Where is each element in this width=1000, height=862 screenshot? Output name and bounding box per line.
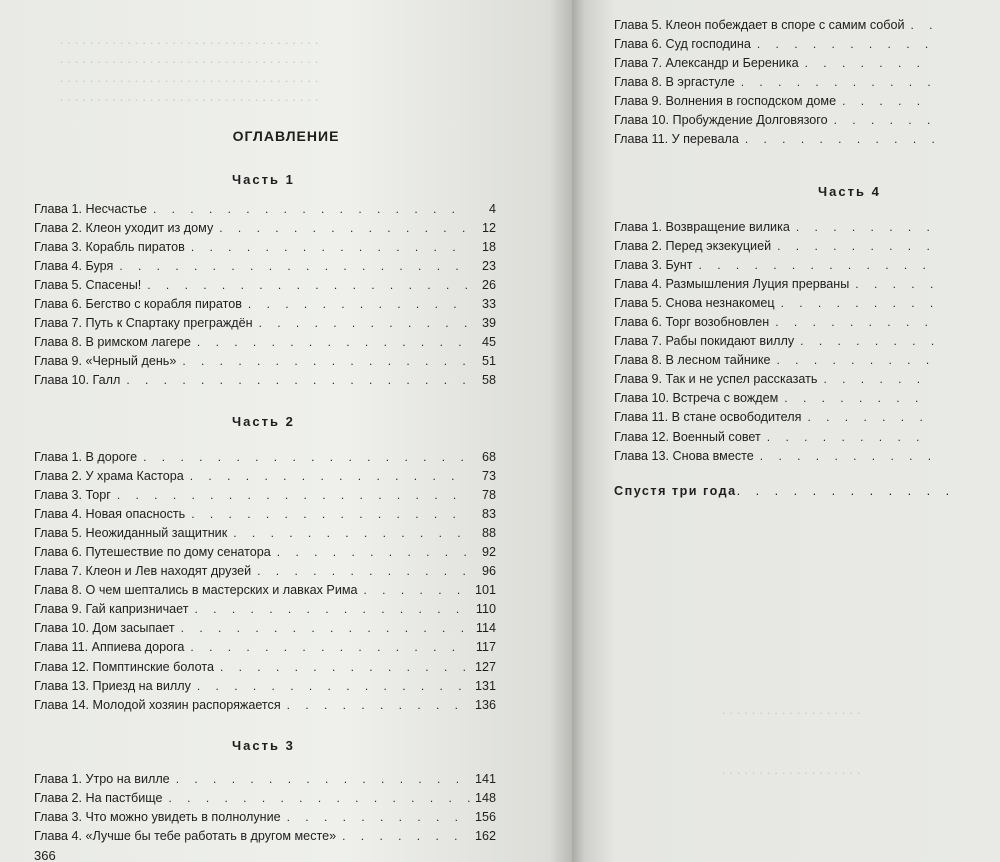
chapter-title: Глава 5. Клеон побеждает в споре с самим собой xyxy=(614,18,905,32)
page-ref: 45 xyxy=(481,335,496,350)
page-ref: 141 xyxy=(474,772,496,786)
dot-leader xyxy=(153,200,470,219)
dot-leader xyxy=(287,696,470,715)
dot-leader xyxy=(126,371,470,390)
page-ref: 114 xyxy=(475,621,496,636)
toc-entry xyxy=(614,218,960,237)
dot-leader xyxy=(119,257,470,276)
toc-entry xyxy=(614,447,960,466)
chapter-title: Глава 3. Бунт xyxy=(614,258,693,273)
page-number: 366 xyxy=(34,848,56,862)
toc-entry xyxy=(34,638,496,657)
chapter-title: Глава 3. Что можно увидеть в полнолуние xyxy=(34,810,281,825)
dot-leader xyxy=(176,770,470,789)
dot-leader xyxy=(197,333,470,352)
toc-entry xyxy=(614,130,960,149)
dot-leader xyxy=(195,600,470,619)
chapter-title: Глава 5. Неожиданный защитник xyxy=(34,526,228,541)
dot-leader xyxy=(807,408,934,427)
chapter-title: Глава 6. Бегство с корабля пиратов xyxy=(34,297,242,312)
page-ref: 148 xyxy=(474,791,496,806)
toc-entry xyxy=(34,677,496,696)
chapter-title: Глава 2. Перед экзекуцией xyxy=(614,239,772,254)
toc-entry xyxy=(614,54,960,73)
chapter-title: Глава 7. Рабы покидают виллу xyxy=(614,334,795,349)
right-page: Глава 5. Клеон побеждает в споре с самим собой . . . Глава 6. Суд господина . . . Глава 7. Александр и Береника . . . Глава 8. В эргастуле . . . Глава 9. Волнения в господском доме . . . Глава 10. Пробуждение Долговязого . . . Глава 11. У перевала . . . Часть 4 Глава 1. Возвращение вилика . . . Глава 2. Перед экзекуцией . . . Глава 3. Бунт . . . Глава 4. Размышления Луция прерваны . . . Глава 5. Снова незнакомец . . . Глава 6. Торг возобновлен . . . Глава 7. Рабы покидают виллу . . . Глава 8. В лесном тайнике . . . Глава 9. Так и не успел рассказать . . . Глава 10. Встреча с вождем . . . Глава 11. В стане освободителя . . . Глава 12. Военный совет . . . Глава 13. Снова вместе . . . Спустя три года . . . . . . . . . . . . . . . . . . . . . . . . . . . . . . . . . . . . . . . . . xyxy=(572,0,1000,862)
chapter-title: Глава 10. Дом засыпает xyxy=(34,621,175,636)
dot-leader xyxy=(257,562,470,581)
chapter-title: Глава 11. В стане освободителя xyxy=(614,410,802,425)
chapter-title: Глава 4. Размышления Луция прерваны xyxy=(614,277,850,292)
epilogue-entry xyxy=(614,484,960,498)
dot-leader xyxy=(219,219,470,238)
epilogue-label: Спустя три года xyxy=(614,484,737,498)
chapter-list xyxy=(614,16,960,149)
dot-leader xyxy=(800,332,934,351)
chapter-title: Глава 11. Аппиева дорога xyxy=(34,640,185,655)
toc-entry xyxy=(34,827,496,846)
part-title: Часть 2 xyxy=(232,414,295,429)
toc-entry xyxy=(34,219,496,238)
chapter-title: Глава 1. Несчастье xyxy=(34,202,147,216)
page-ref: 73 xyxy=(481,469,496,484)
toc-entry xyxy=(34,333,496,352)
chapter-title: Глава 8. В римском лагере xyxy=(34,335,191,350)
page-ref: 83 xyxy=(481,507,496,522)
dot-leader xyxy=(197,677,470,696)
chapter-title: Глава 1. В дороге xyxy=(34,450,138,464)
chapter-title: Глава 6. Торг возобновлен xyxy=(614,315,770,330)
chapter-title: Глава 12. Помптинские болота xyxy=(34,659,214,674)
toc-entry xyxy=(614,294,960,313)
page-ref: 88 xyxy=(481,526,496,541)
dot-leader xyxy=(182,352,470,371)
dot-leader xyxy=(699,256,934,275)
dot-leader xyxy=(143,448,470,467)
dot-leader xyxy=(248,295,470,314)
dot-leader xyxy=(342,827,470,846)
toc-entry xyxy=(34,658,496,677)
toc-entry xyxy=(34,314,496,333)
toc-entry xyxy=(614,370,960,389)
chapter-title: Глава 2. Клеон уходит из дому xyxy=(34,221,214,236)
dot-leader xyxy=(191,505,470,524)
toc-entry xyxy=(614,237,960,256)
chapter-title: Глава 14. Молодой хозяин распоряжается xyxy=(34,697,281,712)
toc-entry xyxy=(34,543,496,562)
page-ref: 110 xyxy=(475,602,496,617)
dot-leader xyxy=(745,130,934,149)
chapter-title: Глава 4. Новая опасность xyxy=(34,507,186,522)
toc-entry xyxy=(614,35,960,54)
dot-leader xyxy=(190,638,470,657)
page-ref: 162 xyxy=(474,829,496,844)
chapter-title: Глава 11. У перевала xyxy=(614,132,739,147)
page-ref: 58 xyxy=(481,373,496,388)
chapter-title: Глава 2. На пастбище xyxy=(34,791,163,806)
page-ref: 78 xyxy=(481,488,496,503)
toc-entry xyxy=(34,486,496,505)
toc-entry xyxy=(614,428,960,447)
toc-entry xyxy=(34,581,496,600)
toc-entry xyxy=(34,770,496,789)
dot-leader xyxy=(147,276,470,295)
page-ref: 39 xyxy=(481,316,496,331)
dot-leader xyxy=(259,314,470,333)
toc-entry xyxy=(34,200,496,219)
toc-entry xyxy=(34,257,496,276)
part-title: Часть 1 xyxy=(232,172,295,187)
chapter-list xyxy=(34,448,496,715)
page-ref: 12 xyxy=(481,221,496,236)
dot-leader xyxy=(775,313,934,332)
chapter-list xyxy=(614,218,960,466)
dot-leader xyxy=(834,111,934,130)
toc-entry xyxy=(34,238,496,257)
chapter-title: Глава 3. Корабль пиратов xyxy=(34,240,185,255)
dot-leader xyxy=(220,658,470,677)
chapter-title: Глава 6. Путешествие по дому сенатора xyxy=(34,545,271,560)
page-ref: 101 xyxy=(474,583,496,598)
dot-leader xyxy=(760,447,934,466)
page-ref: 92 xyxy=(481,545,496,560)
chapter-title: Глава 3. Торг xyxy=(34,488,111,503)
chapter-title: Глава 1. Утро на вилле xyxy=(34,772,170,786)
toc-entry xyxy=(614,256,960,275)
chapter-title: Глава 9. Волнения в господском доме xyxy=(614,94,837,109)
toc-entry xyxy=(34,562,496,581)
toc-entry xyxy=(614,73,960,92)
dot-leader xyxy=(741,73,934,92)
toc-entry xyxy=(34,789,496,808)
chapter-title: Глава 2. У храма Кастора xyxy=(34,469,184,484)
dot-leader xyxy=(117,486,470,505)
toc-entry xyxy=(34,467,496,486)
dot-leader xyxy=(911,16,934,35)
dot-leader xyxy=(781,294,934,313)
dot-leader xyxy=(777,237,934,256)
toc-entry xyxy=(614,111,960,130)
chapter-title: Глава 8. В лесном тайнике xyxy=(614,353,771,368)
part-title: Часть 4 xyxy=(818,184,881,199)
dot-leader xyxy=(796,218,934,237)
page-ref: 51 xyxy=(481,354,496,369)
toc-entry xyxy=(34,371,496,390)
chapter-title: Глава 7. Александр и Береника xyxy=(614,56,799,71)
toc-title: ОГЛАВЛЕНИЕ xyxy=(232,128,340,144)
chapter-title: Глава 5. Спасены! xyxy=(34,278,142,293)
chapter-title: Глава 8. О чем шептались в мастерских и лавках Рима xyxy=(34,583,358,598)
chapter-title: Глава 4. «Лучше бы тебе работать в другом месте» xyxy=(34,829,337,844)
dot-leader xyxy=(842,92,934,111)
page-ref: 26 xyxy=(481,278,496,293)
chapter-title: Глава 9. «Черный день» xyxy=(34,354,177,369)
chapter-title: Глава 8. В эргастуле xyxy=(614,75,735,90)
chapter-list xyxy=(34,200,496,390)
page-ref: 131 xyxy=(474,678,496,693)
dot-leader xyxy=(191,238,470,257)
toc-entry xyxy=(614,275,960,294)
toc-entry xyxy=(34,696,496,715)
page-ref: 4 xyxy=(488,202,496,216)
chapter-title: Глава 13. Снова вместе xyxy=(614,448,754,463)
page-ref: 68 xyxy=(481,450,496,464)
chapter-title: Глава 4. Буря xyxy=(34,259,114,274)
chapter-title: Глава 1. Возвращение вилика xyxy=(614,220,790,234)
dot-leader xyxy=(190,467,470,486)
chapter-title: Глава 12. Военный совет xyxy=(614,429,761,444)
toc-entry xyxy=(34,505,496,524)
toc-entry xyxy=(34,808,496,827)
toc-entry xyxy=(614,92,960,111)
page-ref: 33 xyxy=(481,297,496,312)
dot-leader xyxy=(364,581,470,600)
dot-leader xyxy=(757,35,934,54)
toc-entry xyxy=(34,352,496,371)
chapter-title: Глава 5. Снова незнакомец xyxy=(614,296,775,311)
page-ref: 23 xyxy=(481,259,496,274)
dot-leader xyxy=(277,543,470,562)
dot-leader xyxy=(737,484,960,498)
dot-leader xyxy=(855,275,934,294)
toc-entry xyxy=(614,313,960,332)
toc-entry xyxy=(34,295,496,314)
dot-leader xyxy=(767,428,934,447)
chapter-title: Глава 9. Гай капризничает xyxy=(34,602,189,617)
chapter-title: Глава 6. Суд господина xyxy=(614,37,751,52)
chapter-list xyxy=(34,770,496,846)
dot-leader xyxy=(287,808,470,827)
dot-leader xyxy=(181,619,470,638)
chapter-title: Глава 10. Встреча с вождем xyxy=(614,391,779,406)
dot-leader xyxy=(168,789,470,808)
chapter-title: Глава 7. Путь к Спартаку преграждён xyxy=(34,316,253,331)
toc-entry xyxy=(614,351,960,370)
toc-entry xyxy=(614,408,960,427)
chapter-title: Глава 9. Так и не успел рассказать xyxy=(614,372,818,387)
chapter-title: Глава 10. Пробуждение Долговязого xyxy=(614,113,828,128)
page-ref: 117 xyxy=(475,640,496,655)
page-ref: 127 xyxy=(474,659,496,674)
toc-entry xyxy=(34,448,496,467)
page-ref: 18 xyxy=(481,240,496,255)
page-ref: 136 xyxy=(474,697,496,712)
dot-leader xyxy=(823,370,934,389)
dot-leader xyxy=(784,389,934,408)
part-title: Часть 3 xyxy=(232,738,295,753)
dot-leader xyxy=(805,54,934,73)
dot-leader xyxy=(777,351,935,370)
chapter-title: Глава 10. Галл xyxy=(34,373,121,388)
toc-entry xyxy=(614,389,960,408)
toc-entry xyxy=(34,619,496,638)
dot-leader xyxy=(233,524,470,543)
toc-entry xyxy=(34,524,496,543)
left-page: . . . . . . . . . . . . . . . . . . . . . . . . . . . . . . . . . . . . . . . . . . . . . . . . . . . . . . . . . . . . . . . . . . . . . . . . . . . . . . . . . . . . . . . . . . . . . . . . . . . . . . . . . . . . . . . . . . . . . . . . . . . . . . . . . . . . . . . . . . . . ОГЛАВЛЕНИЕ Часть 1 Глава 1. Несчастье . . . 4 Глава 2. Клеон уходит из дому . . . 12 Глава 3. Корабль пиратов . . . 18 Глава 4. Буря . . . 23 Глава 5. Спасены! . . . 26 Глава 6. Бегство с корабля пиратов . . . 33 Глава 7. Путь к Спартаку преграждён . . . 39 Глава 8. В римском лагере . . . 45 Глава 9. «Черный день» . . . 51 Глава 10. Галл . . . 58 Часть 2 Глава 1. В дороге . . . 68 Глава 2. У храма Кастора . . . 73 Глава 3. Торг . . . 78 Глава 4. Новая опасность . . . 83 Глава 5. Неожиданный защитник . . . 88 Глава 6. Путешествие по дому сенатора . . . 92 Глава 7. Клеон и Лев находят друзей . . . 96 Глава 8. О чем шептались в мастерских и лавках Рима . . . 101 Глава 9. Гай капризничает . . . 110 Глава 10. Дом засыпает . . . 114 Глава 11. Аппиева дорога . . . 117 Глава 12. Помптинские болота . . . 127 Глава 13. Приезд на виллу . . . 131 Глава 14. Молодой хозяин распоряжается . . . 136 Часть 3 Глава 1. Утро на вилле . . . 141 Глава 2. На пастбище . . . 148 Глава 3. Что можно увидеть в полнолуние . . . 156 Глава 4. «Лучше бы тебе работать в другом месте» . . . 162 366 xyxy=(0,0,572,862)
chapter-title: Глава 13. Приезд на виллу xyxy=(34,678,191,693)
toc-entry xyxy=(34,600,496,619)
page-ref: 96 xyxy=(481,564,496,579)
chapter-title: Глава 7. Клеон и Лев находят друзей xyxy=(34,564,252,579)
toc-entry xyxy=(34,276,496,295)
page-ref: 156 xyxy=(474,810,496,825)
toc-entry xyxy=(614,16,960,35)
toc-entry xyxy=(614,332,960,351)
